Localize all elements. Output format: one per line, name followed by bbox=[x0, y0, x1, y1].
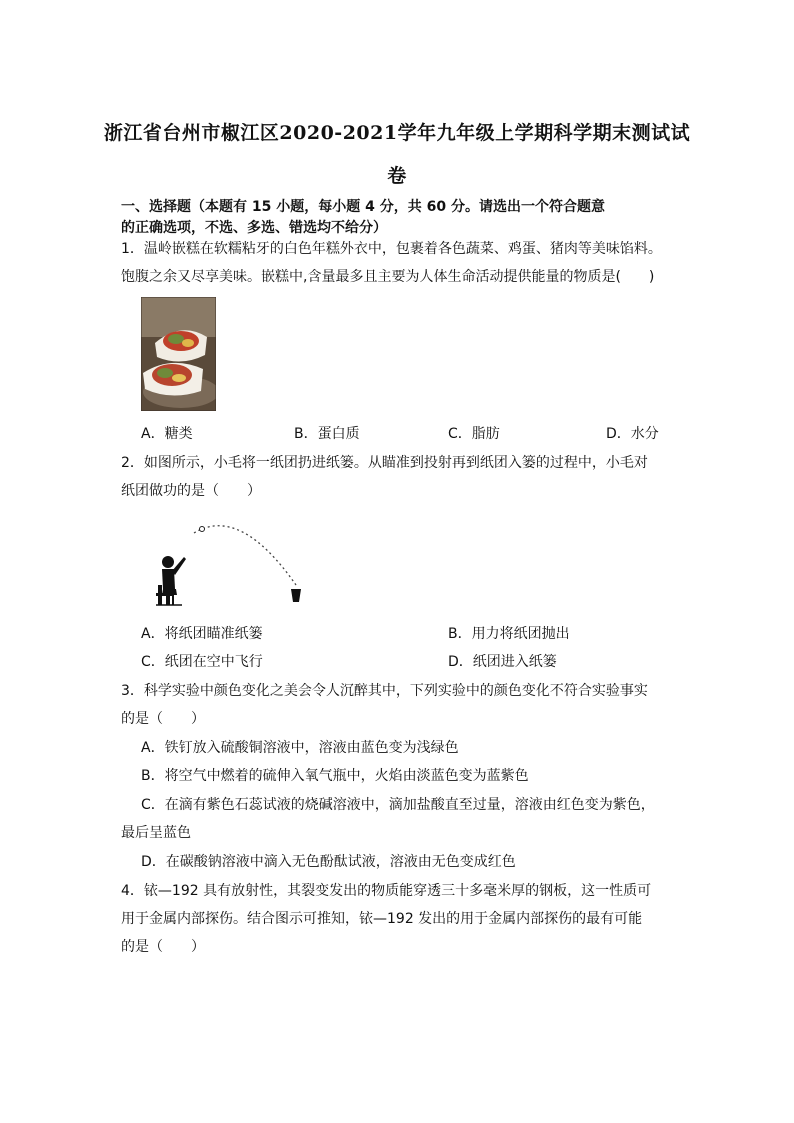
q1-stem-line1: 1．温岭嵌糕在软糯粘牙的白色年糕外衣中，包裹着各色蔬菜、鸡蛋、猪肉等美味馅料。 bbox=[121, 241, 662, 257]
q2-option-a: A．将纸团瞄准纸篓 bbox=[141, 626, 263, 642]
q1-option-a: A．糖类 bbox=[141, 426, 193, 442]
q3-option-c-line2: 最后呈蓝色 bbox=[121, 825, 191, 841]
q2-stem-line1: 2．如图所示，小毛将一纸团扔进纸篓。从瞄准到投射再到纸团入篓的过程中，小毛对 bbox=[121, 455, 648, 471]
q3-stem-line2: 的是（ ） bbox=[121, 711, 205, 727]
q4-stem-line3: 的是（ ） bbox=[121, 939, 205, 955]
q1-option-d: D．水分 bbox=[606, 426, 659, 442]
document-title-line2: 卷 bbox=[387, 165, 407, 187]
q1-option-b: B．蛋白质 bbox=[294, 426, 360, 442]
q1-stem-line2: 饱腹之余又尽享美味。嵌糕中,含量最多且主要为人体生命活动提供能量的物质是( ) bbox=[121, 269, 655, 285]
paper-throw-diagram bbox=[150, 515, 310, 610]
q4-stem-line2: 用于金属内部探伤。结合图示可推知，铱—192 发出的用于金属内部探伤的最有可能 bbox=[121, 911, 643, 927]
q3-option-b: B．将空气中燃着的硫伸入氧气瓶中，火焰由淡蓝色变为蓝紫色 bbox=[141, 768, 529, 784]
q2-option-b: B．用力将纸团抛出 bbox=[448, 626, 570, 642]
q2-option-c: C．纸团在空中飞行 bbox=[141, 654, 263, 670]
q3-option-a: A．铁钉放入硫酸铜溶液中，溶液由蓝色变为浅绿色 bbox=[141, 740, 459, 756]
food-wrap-photo-svg bbox=[141, 297, 216, 411]
q2-stem-line2: 纸团做功的是（ ） bbox=[121, 483, 261, 499]
food-wrap-photo bbox=[141, 297, 216, 411]
q3-stem-line1: 3．科学实验中颜色变化之美会令人沉醉其中，下列实验中的颜色变化不符合实验事实 bbox=[121, 683, 648, 699]
paper-throw-diagram-svg bbox=[150, 515, 310, 610]
q1-option-c: C．脂肪 bbox=[448, 426, 500, 442]
document-title-line1: 浙江省台州市椒江区2020-2021学年九年级上学期科学期末测试试 bbox=[103, 122, 691, 144]
q3-option-d: D．在碳酸钠溶液中滴入无色酚酞试液，溶液由无色变成红色 bbox=[141, 854, 516, 870]
q2-option-d: D．纸团进入纸篓 bbox=[448, 654, 557, 670]
q3-option-c-line1: C．在滴有紫色石蕊试液的烧碱溶液中，滴加盐酸直至过量，溶液由红色变为紫色， bbox=[141, 797, 655, 813]
section-heading-line2: 的正确选项，不选、多选、错选均不给分） bbox=[121, 220, 387, 236]
section-heading-line1: 一、选择题（本题有 15 小题，每小题 4 分，共 60 分。请选出一个符合题意 bbox=[121, 199, 605, 215]
q4-stem-line1: 4．铱—192 具有放射性，其裂变发出的物质能穿透三十多毫米厚的钢板，这一性质可 bbox=[121, 883, 652, 899]
